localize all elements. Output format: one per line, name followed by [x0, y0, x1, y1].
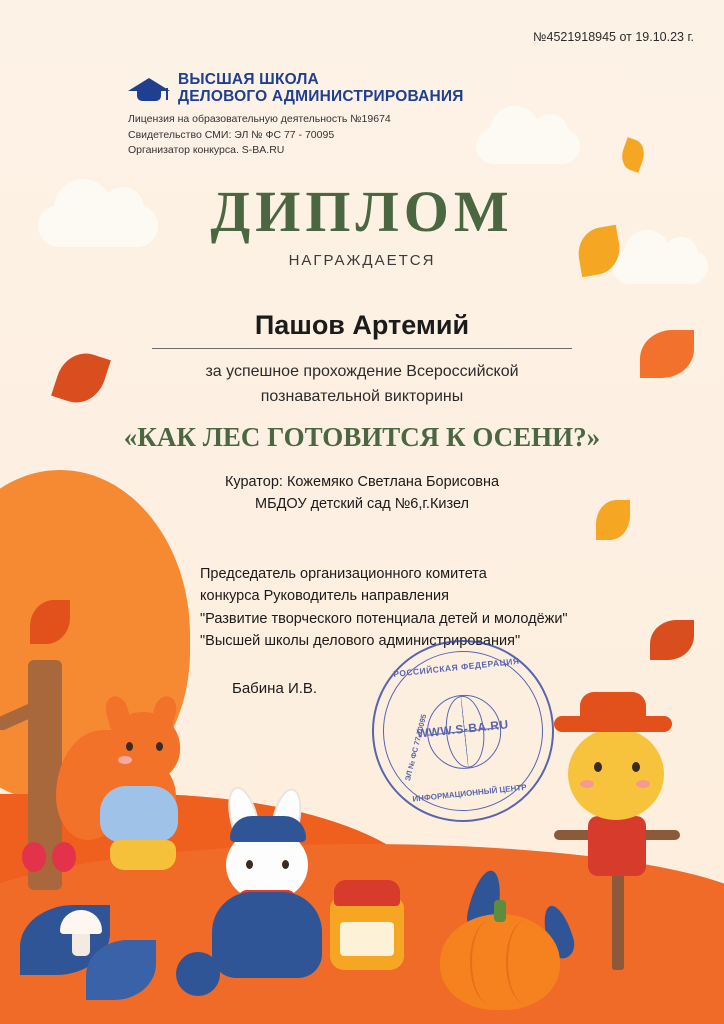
page-title: ДИПЛОМ [210, 179, 514, 244]
signatory-line-3: "Развитие творческого потенциала детей и молодёжи" [200, 610, 568, 627]
stamp-center-text: WWW.S-BA.RU [416, 717, 510, 741]
curator-block [0, 472, 724, 516]
logo-line-1: ВЫСШАЯ ШКОЛА [178, 71, 319, 88]
mushroom-illustration [60, 910, 102, 956]
pumpkin-illustration [440, 900, 560, 1010]
document-number: №4521918945 от 19.10.23 г. [533, 30, 694, 44]
organizer-text: Организатор конкурса. S-BA.RU [128, 143, 285, 156]
signer-name: Бабина И.В. [232, 680, 318, 697]
awarded-label: НАГРАЖДАЕТСЯ [288, 252, 436, 269]
stamp-top-text: РОССИЙСКАЯ ФЕДЕРАЦИЯ [392, 655, 520, 679]
recipient-name: Пашов Артемий [254, 310, 470, 340]
stamp-bottom-text: ИНФОРМАЦИОННЫЙ ЦЕНТР [412, 782, 527, 804]
organization-logo-block [128, 72, 548, 158]
stamp-left-text: ЭЛ № ФС 77-70095 [403, 713, 429, 782]
jam-jar-illustration [330, 880, 404, 970]
signatory-block [200, 563, 620, 653]
media-certificate-text: Свидетельство СМИ: ЭЛ № ФС 77 - 70095 [128, 128, 335, 141]
curator-line-1: Куратор: Кожемяко Светлана Борисовна [224, 474, 500, 490]
divider [152, 348, 572, 349]
scarecrow-illustration [548, 690, 688, 920]
quiz-title: «КАК ЛЕС ГОТОВИТСЯ К ОСЕНИ?» [123, 422, 601, 452]
signatory-line-2: конкурса Руководитель направления [200, 588, 449, 605]
logo-line-2: ДЕЛОВОГО АДМИНИСТРИРОВАНИЯ [178, 87, 464, 105]
yarn-ball-illustration [176, 952, 220, 996]
license-text: Лицензия на образовательную деятельность №19674 [128, 113, 391, 126]
graduation-cap-icon [128, 74, 170, 104]
signatory-line-4: "Высшей школы делового администрирования" [200, 633, 521, 650]
bow-illustration [22, 842, 76, 872]
award-reason-line-2: познавательной викторины [260, 387, 464, 405]
curator-line-2: МБДОУ детский сад №6,г.Кизел [254, 495, 470, 512]
award-reason-line-1: за успешное прохождение Всероссийской [205, 363, 519, 380]
award-reason [0, 360, 724, 410]
signatory-line-1: Председатель организационного комитета [200, 566, 487, 582]
